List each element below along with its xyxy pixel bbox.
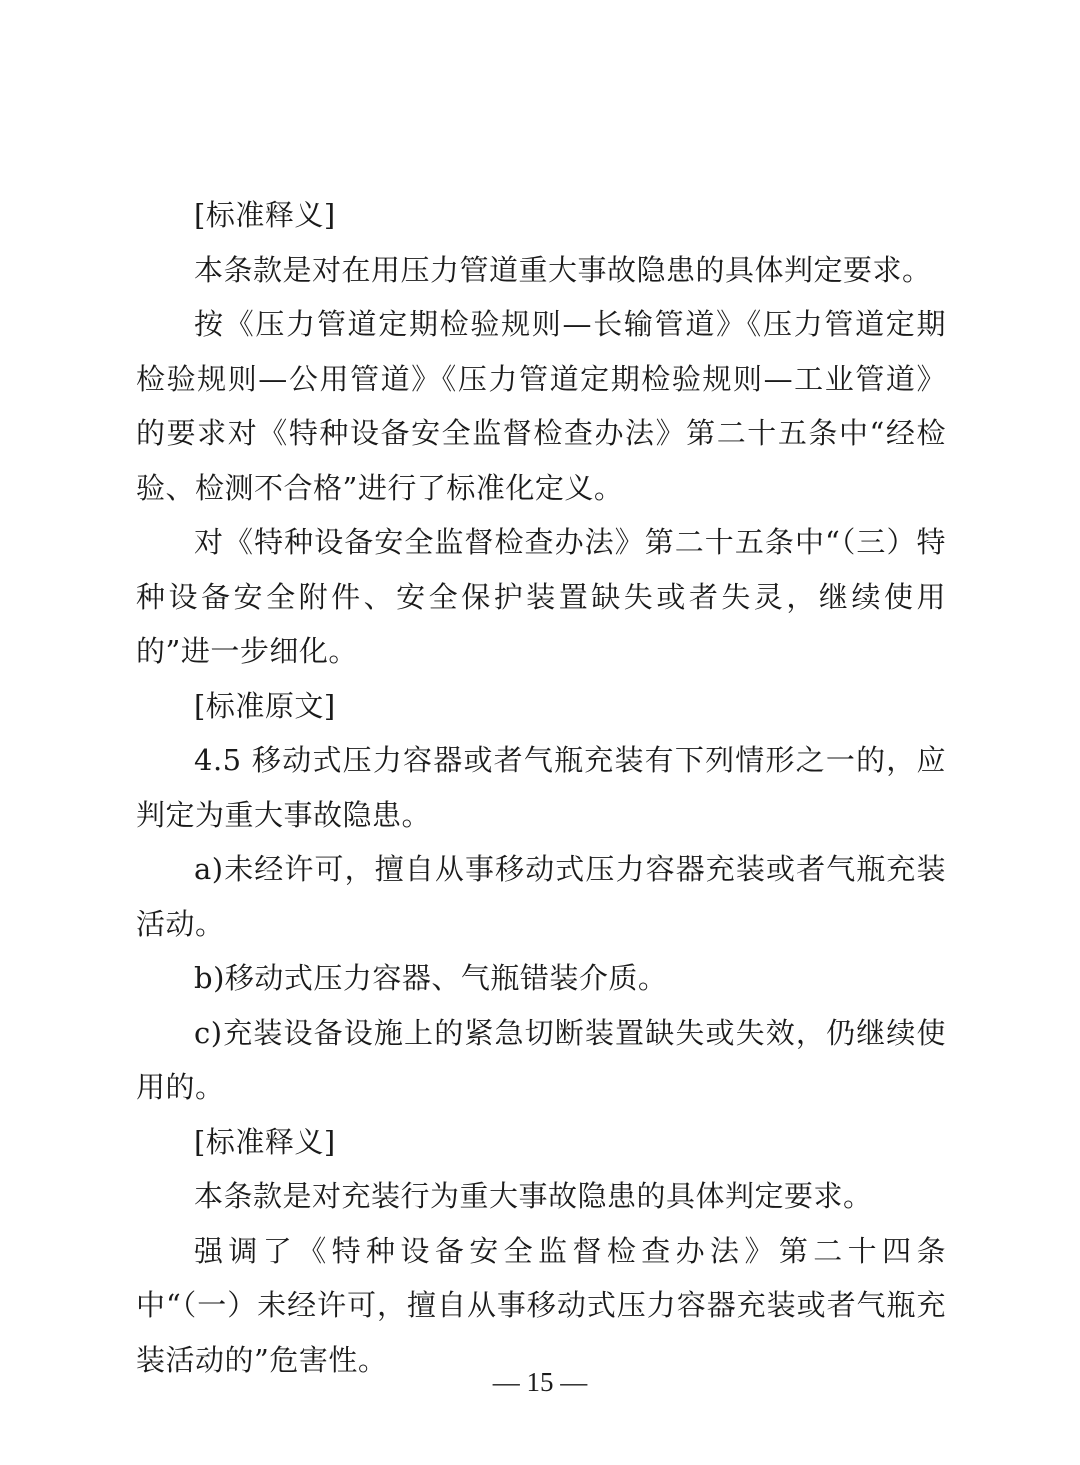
paragraph: 按《压力管道定期检验规则—长输管道》《压力管道定期检验规则—公用管道》《压力管道定期检验规则—工业管道》的要求对《特种设备安全监督检查办法》第二十五条中“经检验、检测不合格”进行了标准化定义。: [136, 307, 946, 505]
clause-item-c: c)充装设备设施上的紧急切断装置缺失或失效，仍继续使用的。: [136, 1015, 946, 1104]
paragraph: 本条款是对在用压力管道重大事故隐患的具体判定要求。: [194, 252, 932, 287]
paragraph: 强调了《特种设备安全监督检查办法》第二十四条中“（一）未经许可，擅自从事移动式压力容器充装或者气瓶充装活动的”危害性。: [136, 1233, 946, 1377]
clause-item-a: a)未经许可，擅自从事移动式压力容器充装或者气瓶充装活动。: [136, 852, 946, 941]
page-number: — 15 —: [492, 1367, 588, 1397]
section-heading-interpretation: [标准释义]: [194, 198, 336, 232]
clause-item-b: b)移动式压力容器、气瓶错装介质。: [194, 961, 668, 995]
section-heading-interpretation: [标准释义]: [194, 1124, 336, 1159]
section-heading-original-text: [标准原文]: [194, 688, 336, 723]
document-body: [136, 188, 946, 1387]
paragraph: 对《特种设备安全监督检查办法》第二十五条中“（三）特种设备安全附件、安全保护装置缺失或者失灵，继续使用的”进一步细化。: [136, 525, 946, 668]
paragraph: 本条款是对充装行为重大事故隐患的具体判定要求。: [194, 1179, 873, 1213]
clause-4-5: 4.5 移动式压力容器或者气瓶充装有下列情形之一的，应判定为重大事故隐患。: [136, 743, 946, 832]
